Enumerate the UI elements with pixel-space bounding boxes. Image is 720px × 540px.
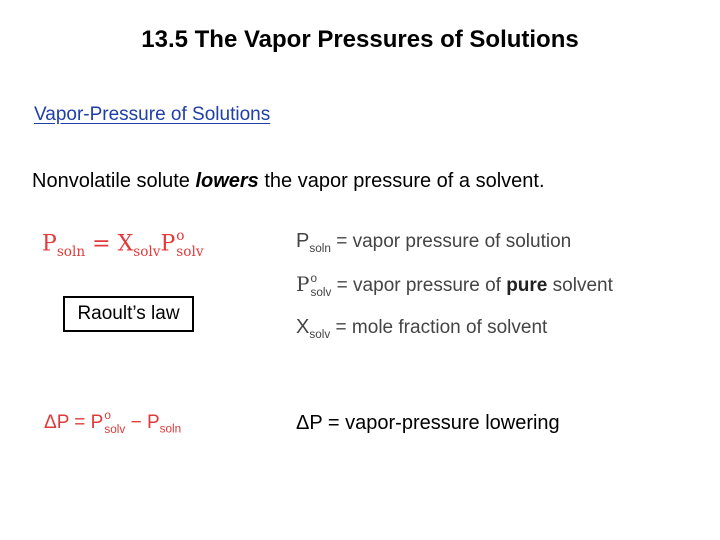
eq1-p-sub: soln — [56, 244, 86, 261]
def1-symbol: P — [296, 230, 310, 252]
eq2-lhs: ΔP = P — [44, 411, 104, 433]
def1-text: = vapor pressure of solution — [330, 231, 572, 252]
def2-text-after: solvent — [547, 275, 613, 296]
def2-sub: solv — [310, 285, 332, 299]
def2-bold: pure — [506, 275, 548, 296]
eq2-sup: o — [104, 409, 111, 422]
eq1-p2: P — [160, 231, 176, 257]
delta-p-definition: ΔP = vapor-pressure lowering — [296, 412, 560, 434]
def3-sub: solv — [309, 327, 331, 341]
section-heading-link[interactable]: Vapor-Pressure of Solutions — [34, 104, 271, 125]
definition-p-soln — [296, 230, 571, 255]
def1-sub: soln — [309, 241, 331, 255]
def2-sup: o — [310, 272, 318, 286]
eq2-sub2: soln — [159, 422, 182, 436]
eq1-p2-scripts — [176, 230, 203, 259]
def2-scripts — [310, 273, 331, 299]
eq1-x-sub: solv — [133, 244, 161, 261]
intro-text-after: the vapor pressure of a solvent. — [258, 170, 545, 192]
eq1-x: X — [117, 231, 134, 257]
delta-p-equation — [44, 410, 181, 436]
eq1-p2-sup: o — [176, 228, 185, 244]
def2-text-before: = vapor pressure of — [331, 275, 507, 296]
intro-sentence — [32, 170, 545, 193]
definition-x-solv — [296, 316, 547, 341]
eq1-equals: = — [85, 231, 118, 257]
eq2-scripts — [104, 410, 125, 436]
definition-p-solv — [296, 272, 613, 299]
def2-symbol: P — [296, 272, 310, 296]
intro-text-before: Nonvolatile solute — [32, 170, 196, 192]
eq2-minus: − P — [125, 411, 160, 433]
eq2-sub1: solv — [104, 422, 126, 436]
raoults-law-box: Raoult’s law — [63, 296, 194, 332]
def3-symbol: X — [296, 316, 310, 338]
eq1-p2-sub: solv — [176, 243, 204, 260]
raoult-equation — [42, 230, 204, 260]
def3-text: = mole fraction of solvent — [330, 317, 548, 338]
eq1-p: P — [42, 231, 57, 257]
slide-title: 13.5 The Vapor Pressures of Solutions — [141, 26, 579, 53]
intro-emphasis: lowers — [195, 170, 259, 192]
